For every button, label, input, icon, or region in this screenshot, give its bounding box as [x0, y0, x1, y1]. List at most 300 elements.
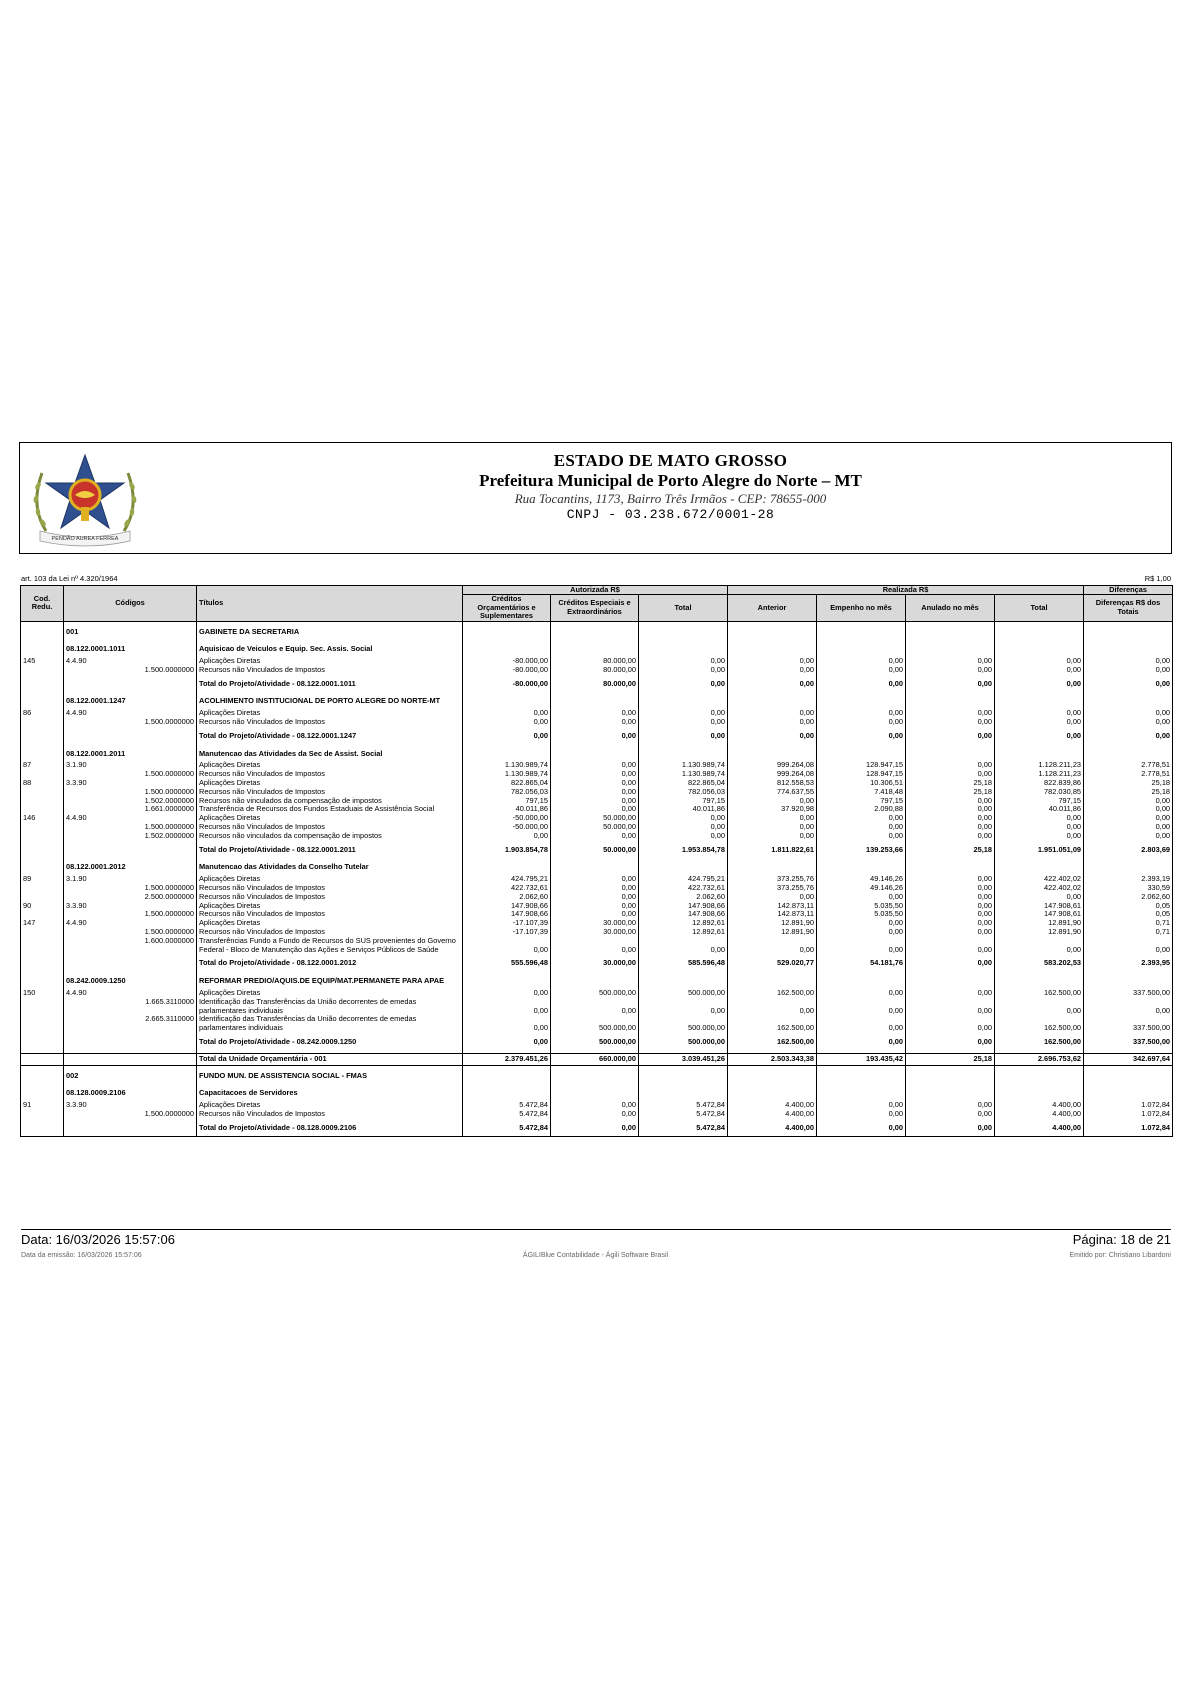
value-cell — [551, 747, 639, 762]
anterior-cell: 373.255,76 — [728, 884, 817, 893]
unit-total-row — [21, 1053, 1173, 1065]
total-autorizada-cell: 40.011,86 — [639, 805, 728, 814]
anulado-mes-cell: 0,00 — [906, 875, 995, 884]
creditos-orcamentarios-cell: 0,00 — [463, 998, 551, 1016]
creditos-orcamentarios-cell: 1.130.989,74 — [463, 770, 551, 779]
total-realizada-cell: 0,00 — [995, 657, 1084, 666]
cod-redu-cell — [21, 1122, 64, 1136]
value-cell — [551, 1086, 639, 1101]
section-row — [21, 642, 1173, 657]
cod-redu-cell — [21, 747, 64, 762]
value-cell — [1084, 625, 1173, 640]
total-autorizada-cell: 422.732,61 — [639, 884, 728, 893]
total-title: Total da Unidade Orçamentária - 001 — [197, 1053, 463, 1065]
empenho-mes-total: 54.181,76 — [817, 957, 906, 971]
diferencas-cell: 2.393,19 — [1084, 875, 1173, 884]
section-title: Manutencao das Atividades da Conselho Tutelar — [197, 860, 463, 875]
col-total-autorizada: Total — [639, 595, 728, 622]
cod-redu-cell: 86 — [21, 709, 64, 718]
total-realizada-cell: 0,00 — [995, 666, 1084, 675]
creditos-orcamentarios-cell: -50.000,00 — [463, 823, 551, 832]
section-code: 08.122.0001.2011 — [64, 747, 197, 762]
diferencas-cell: 2.062,60 — [1084, 893, 1173, 902]
code-cell — [64, 730, 197, 744]
value-cell — [728, 625, 817, 640]
cod-redu-cell: 146 — [21, 814, 64, 823]
diferencas-total: 1.072,84 — [1084, 1122, 1173, 1136]
creditos-especiais-cell: 0,00 — [551, 893, 639, 902]
anterior-total: 1.811.822,61 — [728, 844, 817, 858]
anulado-mes-cell: 0,00 — [906, 998, 995, 1016]
anulado-mes-cell: 0,00 — [906, 902, 995, 911]
anulado-mes-total: 0,00 — [906, 1122, 995, 1136]
address: Rua Tocantins, 1173, Bairro Três Irmãos - CEP: 78655-000 — [514, 491, 827, 506]
detail-row — [21, 902, 1173, 911]
diferencas-cell: 0,71 — [1084, 928, 1173, 937]
title-cell: Transferência de Recursos dos Fundos Estaduais de Assistência Social — [197, 805, 463, 814]
creditos-orcamentarios-cell: 1.130.989,74 — [463, 761, 551, 770]
resource-row — [21, 805, 1173, 814]
cod-redu-cell — [21, 694, 64, 709]
anulado-mes-cell: 0,00 — [906, 805, 995, 814]
creditos-orcamentarios-cell: 0,00 — [463, 718, 551, 727]
section-title: REFORMAR PREDIO/AQUIS.DE EQUIP/MAT.PERMANETE PARA APAE — [197, 974, 463, 989]
cod-redu-cell — [21, 797, 64, 806]
value-cell — [728, 974, 817, 989]
col-titulos: Títulos — [197, 586, 463, 622]
total-autorizada-cell: 797,15 — [639, 797, 728, 806]
anulado-mes-cell: 0,00 — [906, 718, 995, 727]
code-cell: 1.500.0000000 — [64, 1110, 197, 1119]
title-cell: Recursos não vinculados da compensação de impostos — [197, 832, 463, 841]
code-cell — [64, 1122, 197, 1136]
creditos-orcamentarios-cell: 0,00 — [463, 937, 551, 955]
anulado-mes-cell: 0,00 — [906, 1015, 995, 1033]
total-realizada-cell: 1.128.211,23 — [995, 761, 1084, 770]
value-cell — [906, 1086, 995, 1101]
anulado-mes-total: 25,18 — [906, 844, 995, 858]
code-cell: 1.500.0000000 — [64, 910, 197, 919]
anterior-cell: 0,00 — [728, 797, 817, 806]
title-cell: Recursos não Vinculados de Impostos — [197, 770, 463, 779]
value-cell — [1084, 1069, 1173, 1084]
col-diferencas: Diferenças R$ dos Totais — [1084, 595, 1173, 622]
total-title: Total do Projeto/Atividade - 08.128.0009.2106 — [197, 1122, 463, 1136]
col-empenho-mes: Empenho no mês — [817, 595, 906, 622]
creditos-especiais-cell: 0,00 — [551, 884, 639, 893]
col-creditos-especiais: Créditos Especiais e Extraordinários — [551, 595, 639, 622]
resource-row — [21, 666, 1173, 675]
diferencas-cell: 0,00 — [1084, 709, 1173, 718]
anulado-mes-total: 25,18 — [906, 1053, 995, 1065]
anulado-mes-cell: 0,00 — [906, 761, 995, 770]
total-autorizada-cell: 0,00 — [639, 998, 728, 1016]
diferencas-total: 2.393,95 — [1084, 957, 1173, 971]
total-realizada-total: 2.696.753,62 — [995, 1053, 1084, 1065]
value-cell — [551, 860, 639, 875]
anterior-cell: 0,00 — [728, 893, 817, 902]
total-realizada-cell: 4.400,00 — [995, 1101, 1084, 1110]
footer-date: Data: 16/03/2026 15:57:06 — [21, 1232, 175, 1247]
cod-redu-cell — [21, 937, 64, 955]
empenho-mes-cell: 797,15 — [817, 797, 906, 806]
code-cell: 2.665.3110000 — [64, 1015, 197, 1033]
total-autorizada-cell: 822.865,04 — [639, 779, 728, 788]
creditos-especiais-cell: 30.000,00 — [551, 919, 639, 928]
cod-redu-cell — [21, 910, 64, 919]
total-autorizada-cell: 0,00 — [639, 666, 728, 675]
creditos-orcamentarios-cell: 797,15 — [463, 797, 551, 806]
code-cell — [64, 957, 197, 971]
code-cell: 4.4.90 — [64, 657, 197, 666]
creditos-orcamentarios-total: 0,00 — [463, 1036, 551, 1050]
section-code: 08.122.0001.1011 — [64, 642, 197, 657]
diferencas-cell: 0,00 — [1084, 718, 1173, 727]
diferencas-cell: 0,00 — [1084, 823, 1173, 832]
title-cell: Aplicações Diretas — [197, 875, 463, 884]
value-cell — [1084, 860, 1173, 875]
cod-redu-cell — [21, 718, 64, 727]
diferencas-cell: 0,00 — [1084, 797, 1173, 806]
anterior-cell: 162.500,00 — [728, 989, 817, 998]
creditos-especiais-cell: 0,00 — [551, 770, 639, 779]
total-autorizada-cell: 5.472,84 — [639, 1101, 728, 1110]
resource-row — [21, 884, 1173, 893]
total-realizada-cell: 797,15 — [995, 797, 1084, 806]
value-cell — [551, 642, 639, 657]
code-cell: 2.500.0000000 — [64, 893, 197, 902]
resource-row — [21, 1015, 1173, 1033]
detail-row — [21, 1101, 1173, 1110]
creditos-especiais-cell: 500.000,00 — [551, 1015, 639, 1033]
value-cell — [639, 1069, 728, 1084]
empenho-mes-cell: 5.035,50 — [817, 910, 906, 919]
anterior-total: 2.503.343,38 — [728, 1053, 817, 1065]
empenho-mes-cell: 49.146,26 — [817, 884, 906, 893]
col-cod-redu: Cod. Redu. — [21, 586, 64, 622]
cod-redu-cell — [21, 957, 64, 971]
value-cell — [817, 694, 906, 709]
total-realizada-total: 1.951.051,09 — [995, 844, 1084, 858]
title-cell: Recursos não Vinculados de Impostos — [197, 910, 463, 919]
section-row — [21, 1069, 1173, 1084]
creditos-especiais-cell: 80.000,00 — [551, 657, 639, 666]
title-cell: Recursos não Vinculados de Impostos — [197, 823, 463, 832]
creditos-orcamentarios-cell: -17.107,39 — [463, 919, 551, 928]
project-total-row — [21, 1036, 1173, 1050]
creditos-especiais-cell: 30.000,00 — [551, 928, 639, 937]
value-cell — [551, 694, 639, 709]
cod-redu-cell — [21, 893, 64, 902]
cod-redu-cell — [21, 844, 64, 858]
anterior-cell: 142.873,11 — [728, 910, 817, 919]
section-row — [21, 1086, 1173, 1101]
creditos-orcamentarios-cell: 822.865,04 — [463, 779, 551, 788]
diferencas-cell: 0,00 — [1084, 666, 1173, 675]
total-realizada-cell: 162.500,00 — [995, 989, 1084, 998]
project-total-row — [21, 844, 1173, 858]
creditos-orcamentarios-cell: -80.000,00 — [463, 666, 551, 675]
code-cell: 1.500.0000000 — [64, 666, 197, 675]
cod-redu-cell: 87 — [21, 761, 64, 770]
total-autorizada-total: 0,00 — [639, 678, 728, 692]
cod-redu-cell — [21, 788, 64, 797]
empenho-mes-cell: 128.947,15 — [817, 761, 906, 770]
total-autorizada-total: 3.039.451,26 — [639, 1053, 728, 1065]
total-autorizada-cell: 1.130.989,74 — [639, 770, 728, 779]
diferencas-total: 337.500,00 — [1084, 1036, 1173, 1050]
empenho-mes-cell: 0,00 — [817, 919, 906, 928]
creditos-orcamentarios-cell: 2.062,60 — [463, 893, 551, 902]
total-realizada-cell: 12.891,90 — [995, 928, 1084, 937]
detail-row — [21, 657, 1173, 666]
total-realizada-cell: 0,00 — [995, 937, 1084, 955]
resource-row — [21, 788, 1173, 797]
resource-row — [21, 823, 1173, 832]
total-realizada-cell: 0,00 — [995, 814, 1084, 823]
value-cell — [551, 974, 639, 989]
cod-redu-cell: 88 — [21, 779, 64, 788]
law-reference: art. 103 da Lei nº 4.320/1964 — [21, 574, 118, 583]
total-autorizada-cell: 0,00 — [639, 832, 728, 841]
cod-redu-cell: 150 — [21, 989, 64, 998]
empenho-mes-cell: 5.035,50 — [817, 902, 906, 911]
title-cell: Aplicações Diretas — [197, 1101, 463, 1110]
cod-redu-cell — [21, 678, 64, 692]
creditos-orcamentarios-total: 5.472,84 — [463, 1122, 551, 1136]
cod-redu-cell — [21, 625, 64, 640]
value-cell — [463, 860, 551, 875]
creditos-orcamentarios-cell: -80.000,00 — [463, 657, 551, 666]
empenho-mes-cell: 0,00 — [817, 928, 906, 937]
code-cell — [64, 1036, 197, 1050]
total-autorizada-cell: 0,00 — [639, 709, 728, 718]
code-cell: 4.4.90 — [64, 814, 197, 823]
value-cell — [728, 1069, 817, 1084]
value-cell — [906, 642, 995, 657]
empenho-mes-cell: 0,00 — [817, 718, 906, 727]
value-cell — [1084, 694, 1173, 709]
creditos-especiais-cell: 0,00 — [551, 779, 639, 788]
empenho-mes-cell: 0,00 — [817, 823, 906, 832]
title-cell: Recursos não Vinculados de Impostos — [197, 718, 463, 727]
value-cell — [463, 642, 551, 657]
detail-row — [21, 779, 1173, 788]
anterior-cell: 142.873,11 — [728, 902, 817, 911]
value-cell — [817, 642, 906, 657]
total-autorizada-total: 0,00 — [639, 730, 728, 744]
empenho-mes-cell: 0,00 — [817, 709, 906, 718]
creditos-especiais-cell: 0,00 — [551, 797, 639, 806]
total-autorizada-cell: 5.472,84 — [639, 1110, 728, 1119]
cod-redu-cell: 147 — [21, 919, 64, 928]
empenho-mes-cell: 2.090,88 — [817, 805, 906, 814]
section-title: Aquisicao de Veiculos e Equip. Sec. Assis. Social — [197, 642, 463, 657]
value-cell — [463, 625, 551, 640]
empenho-mes-cell: 49.146,26 — [817, 875, 906, 884]
value-cell — [817, 625, 906, 640]
anterior-cell: 0,00 — [728, 998, 817, 1016]
anulado-mes-cell: 25,18 — [906, 779, 995, 788]
creditos-orcamentarios-cell: 40.011,86 — [463, 805, 551, 814]
creditos-orcamentarios-cell: 422.732,61 — [463, 884, 551, 893]
detail-row — [21, 814, 1173, 823]
creditos-especiais-cell: 80.000,00 — [551, 666, 639, 675]
empenho-mes-cell: 10.306,51 — [817, 779, 906, 788]
value-cell — [1084, 642, 1173, 657]
diferencas-cell: 25,18 — [1084, 779, 1173, 788]
group-diferencas: Diferenças — [1084, 586, 1173, 595]
diferencas-cell: 0,05 — [1084, 902, 1173, 911]
cod-redu-cell — [21, 1086, 64, 1101]
diferencas-cell: 1.072,84 — [1084, 1101, 1173, 1110]
code-cell: 1.500.0000000 — [64, 884, 197, 893]
anulado-mes-cell: 0,00 — [906, 910, 995, 919]
cod-redu-cell — [21, 884, 64, 893]
empenho-mes-cell: 7.418,48 — [817, 788, 906, 797]
title-cell: Aplicações Diretas — [197, 761, 463, 770]
creditos-orcamentarios-total: 1.903.854,78 — [463, 844, 551, 858]
creditos-especiais-cell: 0,00 — [551, 788, 639, 797]
group-realizada: Realizada R$ — [728, 586, 1084, 595]
footer-page-number: Página: 18 de 21 — [1072, 1232, 1171, 1247]
creditos-orcamentarios-cell: 0,00 — [463, 1015, 551, 1033]
title-cell: Identificação das Transferências da União decorrentes de emedas parlamentares individuais — [197, 998, 463, 1016]
value-cell — [995, 1086, 1084, 1101]
creditos-especiais-cell: 0,00 — [551, 805, 639, 814]
empenho-mes-cell: 0,00 — [817, 893, 906, 902]
creditos-especiais-cell: 0,00 — [551, 1101, 639, 1110]
total-autorizada-cell: 0,00 — [639, 657, 728, 666]
section-code: 08.122.0001.2012 — [64, 860, 197, 875]
resource-row — [21, 797, 1173, 806]
footer-emitted-by: Emitido por: Christiano Libardoni — [1069, 1252, 1171, 1259]
total-realizada-total: 0,00 — [995, 730, 1084, 744]
code-cell: 1.502.0000000 — [64, 832, 197, 841]
section-title: ACOLHIMENTO INSTITUCIONAL DE PORTO ALEGRE DO NORTE-MT — [197, 694, 463, 709]
value-cell — [817, 860, 906, 875]
anterior-cell: 373.255,76 — [728, 875, 817, 884]
anterior-cell: 162.500,00 — [728, 1015, 817, 1033]
resource-row — [21, 718, 1173, 727]
value-cell — [995, 694, 1084, 709]
title-cell: Recursos não Vinculados de Impostos — [197, 928, 463, 937]
creditos-orcamentarios-cell: 147.908,66 — [463, 902, 551, 911]
detail-row — [21, 875, 1173, 884]
code-cell: 1.661.0000000 — [64, 805, 197, 814]
report-header — [19, 442, 1172, 554]
anterior-cell: 37.920,98 — [728, 805, 817, 814]
total-autorizada-cell: 2.062,60 — [639, 893, 728, 902]
section-code: 001 — [64, 625, 197, 640]
total-realizada-cell: 0,00 — [995, 998, 1084, 1016]
diferencas-cell: 330,59 — [1084, 884, 1173, 893]
cod-redu-cell — [21, 1036, 64, 1050]
anterior-total: 0,00 — [728, 730, 817, 744]
total-autorizada-cell: 12.892,61 — [639, 919, 728, 928]
anterior-total: 4.400,00 — [728, 1122, 817, 1136]
anulado-mes-cell: 0,00 — [906, 814, 995, 823]
empenho-mes-total: 193.435,42 — [817, 1053, 906, 1065]
value-cell — [995, 1069, 1084, 1084]
creditos-especiais-cell: 0,00 — [551, 875, 639, 884]
anulado-mes-cell: 0,00 — [906, 928, 995, 937]
title-cell: Aplicações Diretas — [197, 779, 463, 788]
total-realizada-total: 0,00 — [995, 678, 1084, 692]
creditos-especiais-cell: 500.000,00 — [551, 989, 639, 998]
value-cell — [817, 974, 906, 989]
value-cell — [906, 974, 995, 989]
cod-redu-cell — [21, 805, 64, 814]
total-realizada-cell: 822.839,86 — [995, 779, 1084, 788]
anterior-cell: 0,00 — [728, 666, 817, 675]
cod-redu-cell — [21, 928, 64, 937]
empenho-mes-cell: 0,00 — [817, 937, 906, 955]
creditos-orcamentarios-total: -80.000,00 — [463, 678, 551, 692]
anulado-mes-total: 0,00 — [906, 730, 995, 744]
total-autorizada-cell: 424.795,21 — [639, 875, 728, 884]
title-cell: Aplicações Diretas — [197, 902, 463, 911]
empenho-mes-cell: 0,00 — [817, 814, 906, 823]
diferencas-cell: 0,00 — [1084, 832, 1173, 841]
value-cell — [639, 694, 728, 709]
creditos-especiais-cell: 0,00 — [551, 832, 639, 841]
total-title: Total do Projeto/Atividade - 08.122.0001.2012 — [197, 957, 463, 971]
anterior-cell: 0,00 — [728, 832, 817, 841]
value-cell — [995, 625, 1084, 640]
anterior-cell: 12.891,90 — [728, 928, 817, 937]
value-cell — [728, 1086, 817, 1101]
anterior-cell: 4.400,00 — [728, 1101, 817, 1110]
value-cell — [551, 625, 639, 640]
diferencas-cell: 0,00 — [1084, 814, 1173, 823]
creditos-especiais-total: 0,00 — [551, 1122, 639, 1136]
code-cell: 1.600.0000000 — [64, 937, 197, 955]
total-autorizada-total: 1.953.854,78 — [639, 844, 728, 858]
empenho-mes-cell: 0,00 — [817, 832, 906, 841]
empenho-mes-cell: 0,00 — [817, 989, 906, 998]
diferencas-cell: 337.500,00 — [1084, 989, 1173, 998]
title-cell: Recursos não Vinculados de Impostos — [197, 884, 463, 893]
total-realizada-cell: 4.400,00 — [995, 1110, 1084, 1119]
col-anterior: Anterior — [728, 595, 817, 622]
value-cell — [906, 1069, 995, 1084]
anulado-mes-cell: 0,00 — [906, 657, 995, 666]
creditos-especiais-cell: 50.000,00 — [551, 823, 639, 832]
resource-row — [21, 928, 1173, 937]
cod-redu-cell — [21, 730, 64, 744]
value-cell — [728, 747, 817, 762]
value-cell — [906, 625, 995, 640]
total-realizada-total: 162.500,00 — [995, 1036, 1084, 1050]
value-cell — [1084, 974, 1173, 989]
creditos-orcamentarios-cell: 147.908,66 — [463, 910, 551, 919]
value-cell — [728, 694, 817, 709]
anulado-mes-total: 0,00 — [906, 1036, 995, 1050]
value-cell — [551, 1069, 639, 1084]
value-cell — [1084, 1086, 1173, 1101]
value-cell — [817, 747, 906, 762]
resource-row — [21, 770, 1173, 779]
diferencas-cell: 337.500,00 — [1084, 1015, 1173, 1033]
value-cell — [817, 1069, 906, 1084]
section-row — [21, 625, 1173, 640]
empenho-mes-cell: 0,00 — [817, 998, 906, 1016]
anulado-mes-cell: 0,00 — [906, 989, 995, 998]
total-realizada-cell: 147.908,61 — [995, 910, 1084, 919]
diferencas-cell: 0,00 — [1084, 937, 1173, 955]
anulado-mes-cell: 0,00 — [906, 937, 995, 955]
